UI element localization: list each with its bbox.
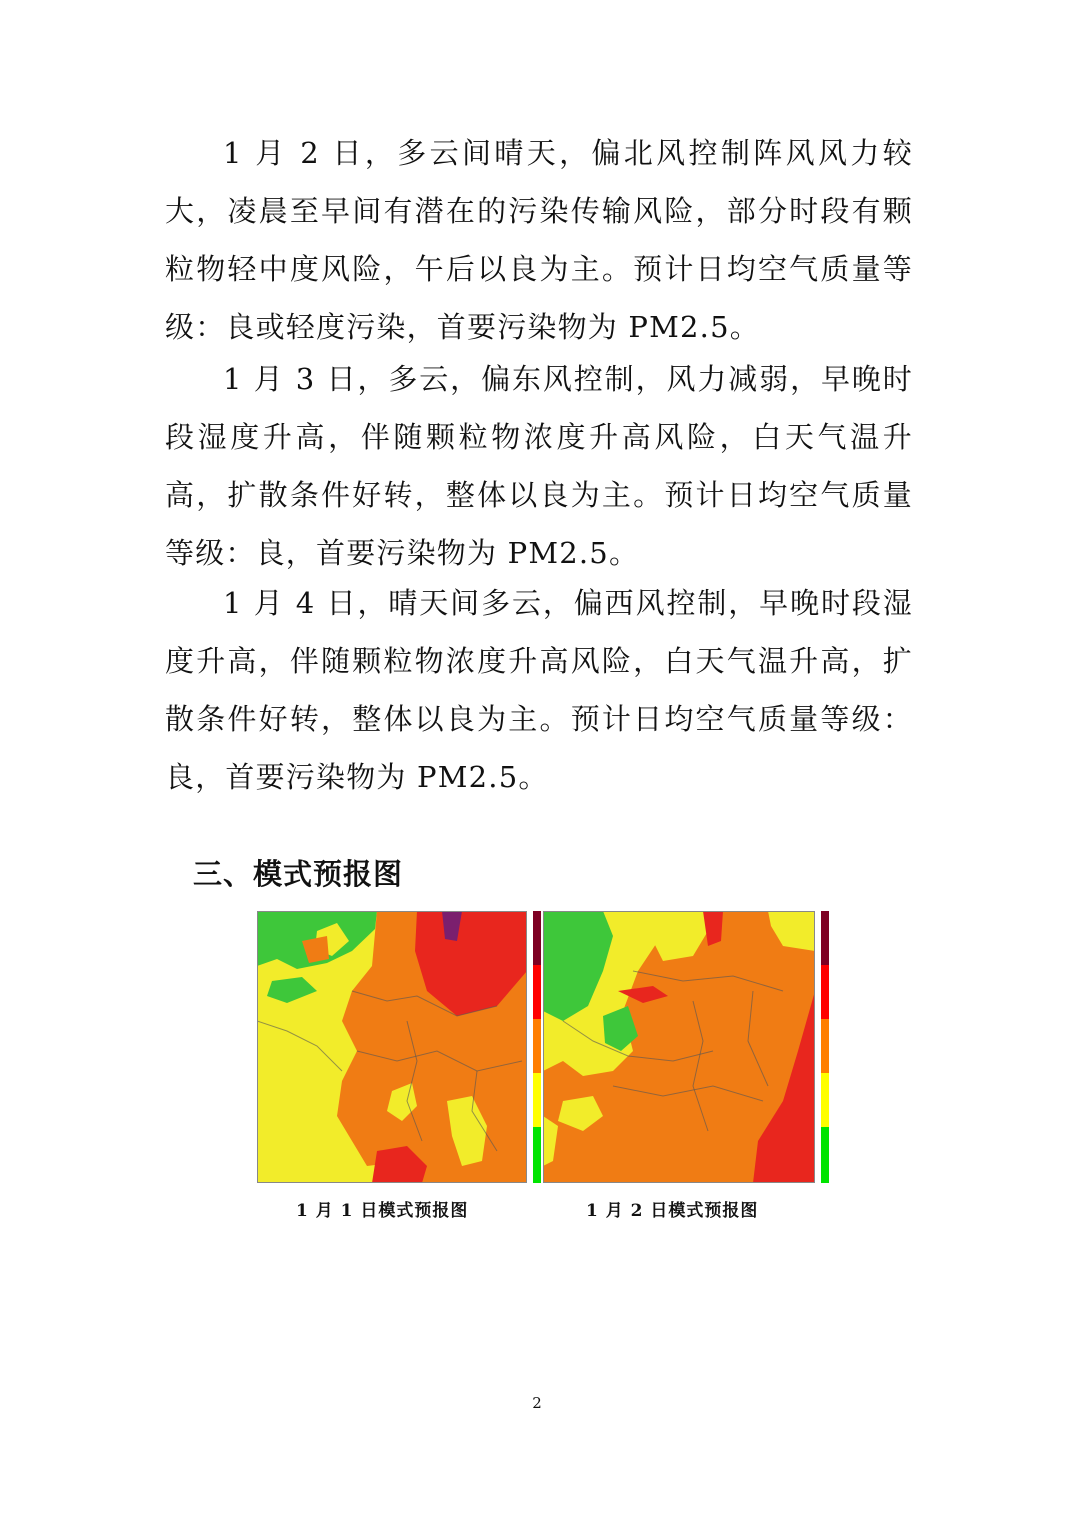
legend-swatch-1: [821, 911, 829, 965]
figure-caption-jan-1: 1 月 1 日模式预报图: [296, 1201, 469, 1221]
forecast-map-jan-2: [543, 911, 829, 1183]
legend-swatch-1: [533, 911, 541, 965]
legend-swatch-5: [821, 1127, 829, 1183]
forecast-map-jan-1-image: [257, 911, 541, 1183]
legend-swatch-3: [821, 1019, 829, 1073]
legend-swatch-4: [821, 1073, 829, 1127]
legend-swatch-3: [533, 1019, 541, 1073]
paragraph-jan-3: 1 月 3 日，多云，偏东风控制，风力减弱，早晚时段湿度升高，伴随颗粒物浓度升高风险，白天气温升高，扩散条件好转，整体以良为主。预计日均空气质量等级：良，首要污染物为 PM2.5。: [165, 362, 913, 570]
legend-swatch-5: [533, 1127, 541, 1183]
legend-swatch-2: [821, 965, 829, 1019]
section-heading: 三、模式预报图: [193, 857, 404, 891]
legend-swatch-4: [533, 1073, 541, 1127]
legend-swatch-2: [533, 965, 541, 1019]
figure-caption-jan-2: 1 月 2 日模式预报图: [586, 1201, 759, 1221]
page-number: 2: [532, 1394, 542, 1412]
forecast-map-jan-1: [257, 911, 541, 1183]
forecast-map-jan-2-image: [543, 911, 829, 1183]
paragraph-jan-4: 1 月 4 日，晴天间多云，偏西风控制，早晚时段湿度升高，伴随颗粒物浓度升高风险，白天气温升高，扩散条件好转，整体以良为主。预计日均空气质量等级：良，首要污染物为 PM2.5。: [165, 586, 913, 794]
paragraph-jan-2: 1 月 2 日，多云间晴天，偏北风控制阵风风力较大，凌晨至早间有潜在的污染传输风险，部分时段有颗粒物轻中度风险，午后以良为主。预计日均空气质量等级：良或轻度污染，首要污染物为 PM2.5。: [165, 136, 913, 344]
